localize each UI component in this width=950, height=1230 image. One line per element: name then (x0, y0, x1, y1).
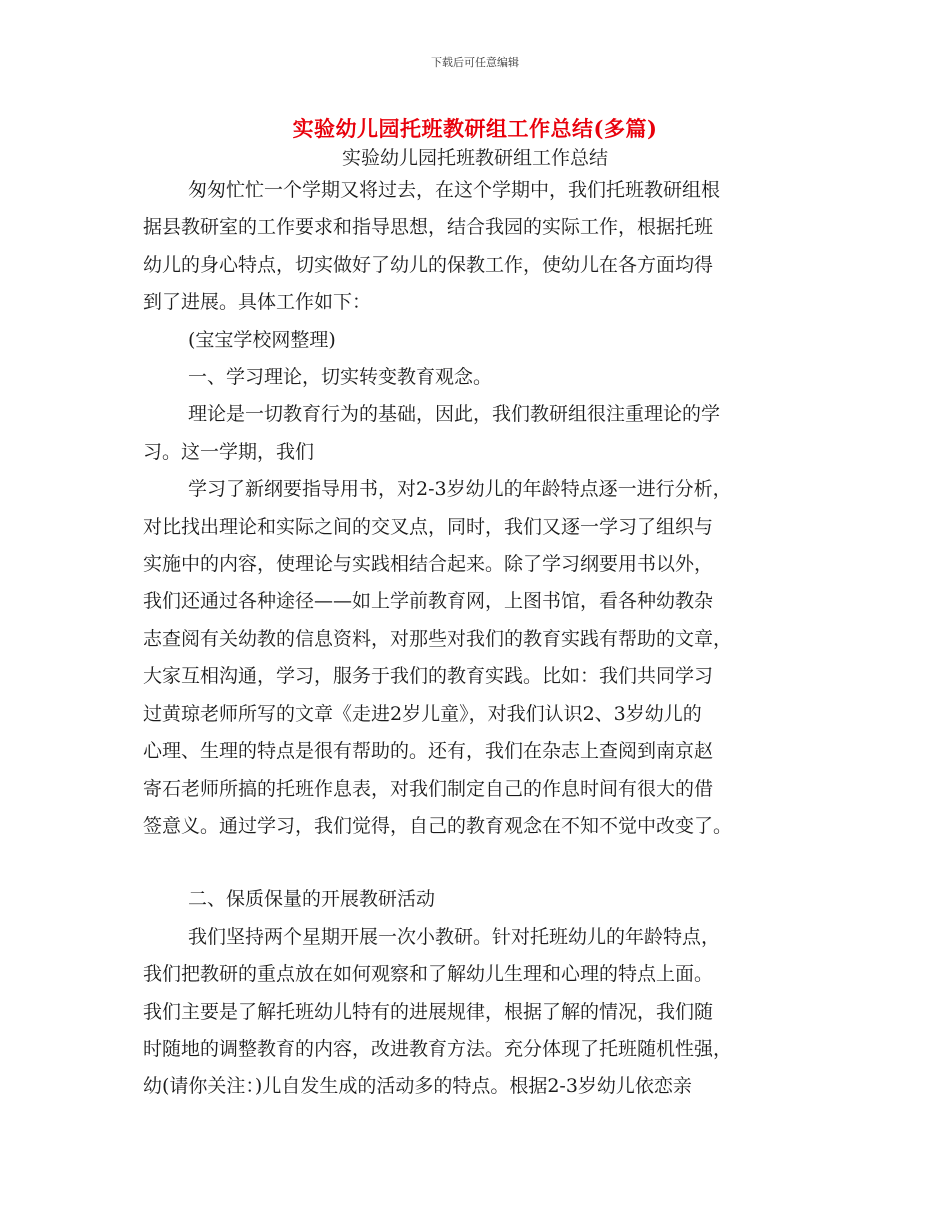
paragraph-line: 学习了新纲要指导用书，对2-3岁幼儿的年龄特点逐一进行分析， (188, 478, 732, 501)
section-heading: 一、学习理论，切实转变教育观念。 (188, 366, 493, 389)
source-note: (宝宝学校网整理) (188, 328, 336, 351)
paragraph-line: 实施中的内容，使理论与实践相结合起来。除了学习纲要用书以外， (143, 553, 714, 576)
paragraph-line: 我们还通过各种途径——如上学前教育网，上图书馆，看各种幼教杂 (143, 590, 714, 613)
paragraph-line: 幼儿的身心特点，切实做好了幼儿的保教工作，使幼儿在各方面均得 (143, 253, 714, 276)
paragraph-line: 据县教研室的工作要求和指导思想，结合我园的实际工作，根据托班 (143, 216, 714, 239)
section-heading: 二、保质保量的开展教研活动 (188, 888, 436, 911)
paragraph-line: 理论是一切教育行为的基础，因此，我们教研组很注重理论的学 (188, 403, 721, 426)
paragraph-line: 我们坚持两个星期开展一次小教研。针对托班幼儿的年龄特点， (188, 925, 721, 948)
document-subtitle: 实验幼儿园托班教研组工作总结 (341, 147, 608, 169)
paragraph-line: 我们主要是了解托班幼儿特有的进展规律，根据了解的情况，我们随 (143, 1000, 714, 1023)
paragraph-line: 志查阅有关幼教的信息资料，对那些对我们的教育实践有帮助的文章， (143, 627, 733, 650)
paragraph-line: 心理、生理的特点是很有帮助的。还有，我们在杂志上查阅到南京赵 (143, 740, 714, 763)
paragraph-gap (143, 845, 805, 881)
paragraph-line: 时随地的调整教育的内容，改进教育方法。充分体现了托班随机性强， (143, 1037, 733, 1060)
paragraph-line: 我们把教研的重点放在如何观察和了解幼儿生理和心理的特点上面。 (143, 963, 714, 986)
document-title: 实验幼儿园托班教研组工作总结(多篇) (292, 116, 658, 141)
paragraph-line: 习。这一学期，我们 (143, 440, 315, 463)
paragraph-line: 对比找出理论和实际之间的交叉点，同时，我们又逐一学习了组织与 (143, 515, 714, 538)
paragraph-line: 幼(请你关注：)儿自发生成的活动多的特点。根据2-3岁幼儿依恋亲 (143, 1075, 692, 1098)
paragraph-line: 匆匆忙忙一个学期又将过去，在这个学期中，我们托班教研组根 (188, 179, 721, 201)
paragraph-line: 到了进展。具体工作如下： (143, 291, 372, 314)
paragraph-line: 过黄琼老师所写的文章《走进2岁儿童》，对我们认识2、3岁幼儿的 (143, 702, 702, 725)
header-note: 下载后可任意编辑 (431, 56, 519, 69)
paragraph-line: 寄石老师所搞的托班作息表，对我们制定自己的作息时间有很大的借 (143, 777, 714, 800)
document-body (143, 172, 805, 1106)
paragraph-line: 大家互相沟通，学习，服务于我们的教育实践。比如：我们共同学习 (143, 665, 714, 688)
paragraph-line: 签意义。通过学习，我们觉得，自己的教育观念在不知不觉中改变了。 (143, 814, 733, 837)
